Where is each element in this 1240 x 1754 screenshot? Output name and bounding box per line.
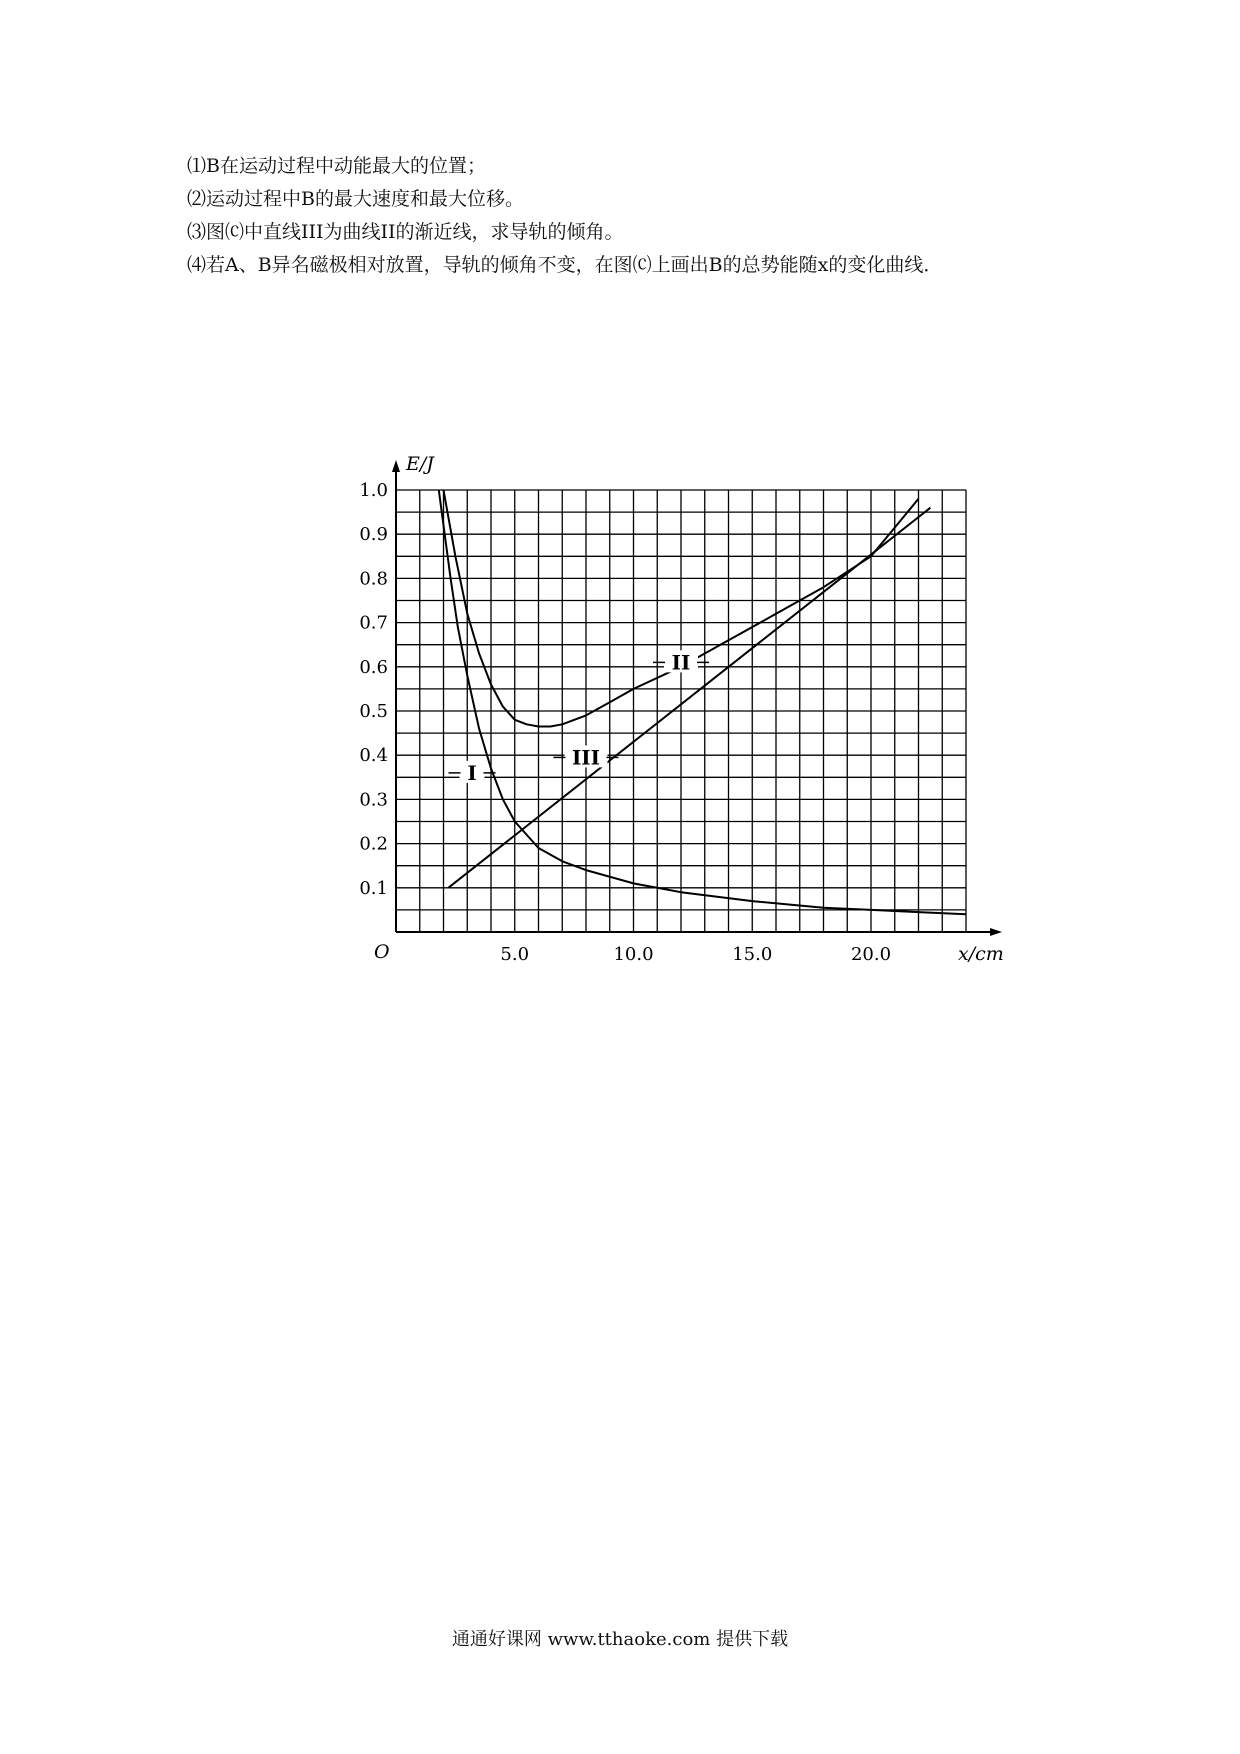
- x-tick-label: 20.0: [850, 944, 892, 965]
- origin-label: O: [374, 941, 390, 963]
- tick-labels: [359, 480, 891, 965]
- x-tick-label: 5.0: [500, 944, 530, 965]
- question-list: [187, 150, 942, 282]
- y-tick-label: 0.7: [359, 612, 388, 634]
- y-tick-label: 0.9: [359, 524, 388, 546]
- y-tick-label: 0.3: [359, 789, 388, 811]
- y-tick-label: 1.0: [359, 480, 388, 501]
- x-axis-label: x/cm: [958, 943, 1004, 965]
- question-item-4: ⑷若A、B异名磁极相对放置，导轨的倾角不变，在图⒞上画出B的总势能随x的变化曲线．: [187, 254, 943, 276]
- y-tick-label: 0.6: [359, 656, 388, 678]
- series: [439, 490, 966, 914]
- y-tick-label: 0.2: [359, 833, 388, 855]
- x-axis-arrow-icon: [990, 928, 1002, 936]
- y-tick-label: 0.8: [359, 568, 388, 590]
- series-label-iii: III: [571, 745, 601, 770]
- series-label-ii: II: [671, 650, 691, 675]
- grid: [396, 490, 966, 932]
- x-tick-label: 15.0: [732, 944, 773, 965]
- y-tick-label: 0.1: [359, 877, 388, 899]
- axes: [392, 460, 1002, 936]
- y-tick-label: 0.5: [359, 701, 388, 722]
- series-label-i: I: [467, 760, 477, 785]
- energy-chart: [359, 453, 1080, 1080]
- question-item-2: ⑵运动过程中B的最大速度和最大位移。: [187, 188, 524, 210]
- series-line-i: [439, 490, 966, 914]
- y-axis-arrow-icon: [392, 460, 400, 472]
- x-tick-label: 10.0: [613, 944, 654, 965]
- footer-text: 通通好课网 www.tthaoke.com 提供下载: [451, 1629, 789, 1650]
- question-item-3: ⑶图⒞中直线III为曲线II的渐近线，求导轨的倾角。: [187, 221, 624, 243]
- y-tick-label: 0.4: [359, 745, 388, 767]
- series-line-iii: [448, 508, 930, 888]
- y-axis-label: E/J: [406, 453, 434, 475]
- question-item-1: ⑴B在运动过程中动能最大的位置；: [187, 155, 486, 177]
